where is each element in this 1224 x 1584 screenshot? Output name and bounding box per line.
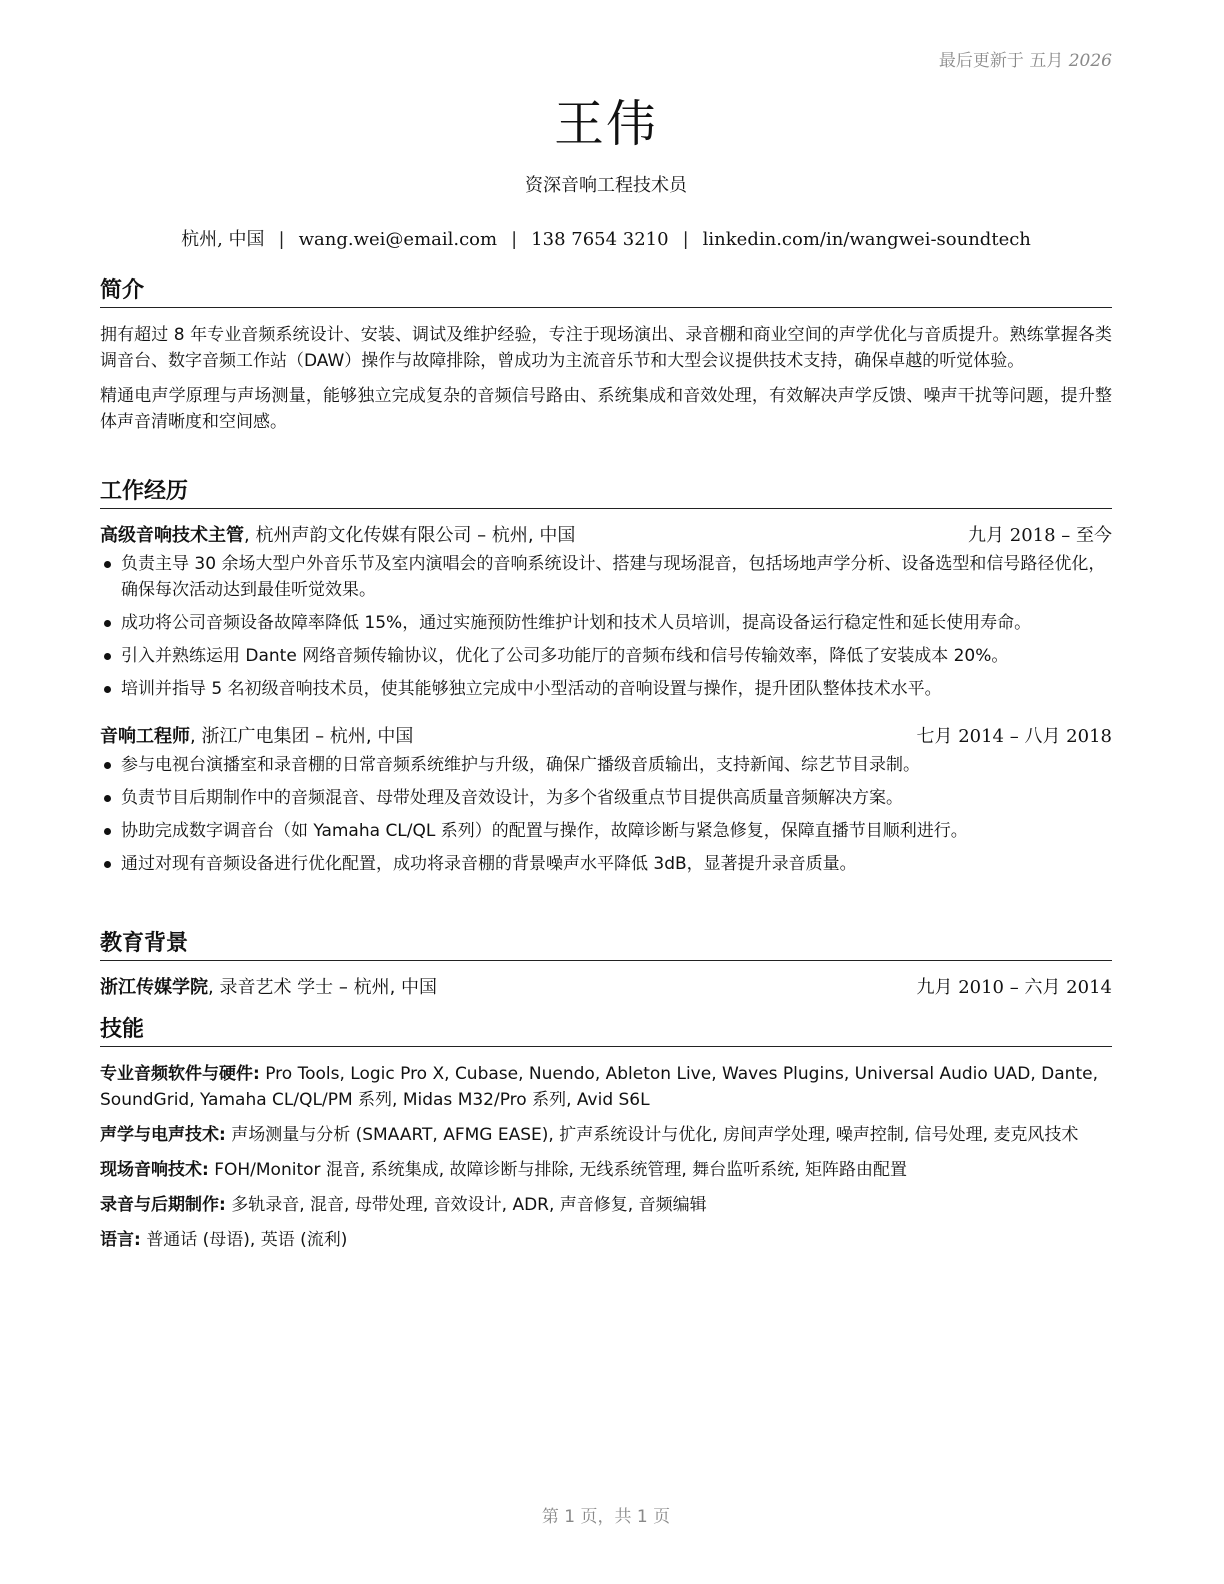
education-school: 浙江传媒学院 <box>100 977 208 998</box>
skill-value: 普通话 (母语), 英语 (流利) <box>140 1230 348 1250</box>
summary-paragraph: 精通电声学原理与声场测量，能够独立完成复杂的音频信号路由、系统集成和音效处理，有效解决声学反馈、噪声干扰等问题，提升整体声音清晰度和空间感。 <box>100 386 1112 432</box>
skill-label: 录音与后期制作: <box>100 1195 226 1215</box>
skill-label: 现场音响技术: <box>100 1160 209 1180</box>
skill-value: 声场测量与分析 (SMAART, AFMG EASE), 扩声系统设计与优化, 房间声学处理, 噪声控制, 信号处理, 麦克风技术 <box>225 1125 1079 1145</box>
education-heading: 教育背景 <box>100 930 1112 961</box>
skill-row <box>100 1061 1112 1113</box>
education-detail: , 录音艺术 学士 – 杭州, 中国 <box>208 977 438 998</box>
summary-heading: 简介 <box>100 277 1112 308</box>
contact-email[interactable]: wang.wei@email.com <box>298 229 498 250</box>
skills-heading: 技能 <box>100 1016 1112 1047</box>
skill-value: 多轨录音, 混音, 母带处理, 音效设计, ADR, 声音修复, 音频编辑 <box>225 1195 707 1215</box>
candidate-title: 资深音响工程技术员 <box>525 175 687 196</box>
job-dates: 九月 2018 – 至今 <box>968 525 1112 546</box>
job-org: , 浙江广电集团 – 杭州, 中国 <box>190 726 414 747</box>
skill-value: FOH/Monitor 混音, 系统集成, 故障诊断与排除, 无线系统管理, 舞台监听系统, 矩阵路由配置 <box>208 1160 907 1180</box>
contact-location: 杭州, 中国 <box>181 229 265 250</box>
skill-row <box>100 1122 1112 1148</box>
experience-heading: 工作经历 <box>100 478 1112 509</box>
job-role: 高级音响技术主管 <box>100 525 244 546</box>
last-updated-label: 最后更新于 五月 <box>938 51 1064 71</box>
job-bullets <box>100 752 1112 877</box>
contact-line <box>100 225 1112 251</box>
skill-label: 专业音频软件与硬件: <box>100 1064 260 1084</box>
education-dates: 九月 2010 – 六月 2014 <box>916 977 1112 998</box>
contact-separator: | <box>278 229 285 250</box>
candidate-name: 王伟 <box>554 95 658 153</box>
list-item: 成功将公司音频设备故障率降低 15%，通过实施预防性维护计划和技术人员培训，提高设备运行稳定性和延长使用寿命。 <box>100 610 1112 636</box>
list-item: 引入并熟练运用 Dante 网络音频传输协议，优化了公司多功能厅的音频布线和信号传输效率，降低了安装成本 20%。 <box>100 643 1112 669</box>
contact-separator: | <box>511 229 518 250</box>
experience-section <box>100 478 1112 877</box>
job-entry <box>100 724 1112 877</box>
list-item: 协助完成数字调音台（如 Yamaha CL/QL 系列）的配置与操作，故障诊断与紧急修复，保障直播节目顺利进行。 <box>100 818 1112 844</box>
resume-page <box>100 0 1112 1584</box>
skill-row <box>100 1192 1112 1218</box>
skill-row <box>100 1157 1112 1183</box>
list-item: 通过对现有音频设备进行优化配置，成功将录音棚的背景噪声水平降低 3dB，显著提升录音质量。 <box>100 851 1112 877</box>
list-item: 培训并指导 5 名初级音响技术员，使其能够独立完成中小型活动的音响设置与操作，提升团队整体技术水平。 <box>100 676 1112 702</box>
skill-label: 声学与电声技术: <box>100 1125 226 1145</box>
job-dates: 七月 2014 – 八月 2018 <box>916 726 1112 747</box>
job-org: , 杭州声韵文化传媒有限公司 – 杭州, 中国 <box>244 525 576 546</box>
skill-value: Pro Tools, Logic Pro X, Cubase, Nuendo, Ableton Live, Waves Plugins, Universal Audio UAD, Dante, SoundGrid, Yamaha CL/QL/PM 系列, Midas M32/Pro 系列, Avid S6L <box>100 1064 1098 1110</box>
list-item: 参与电视台演播室和录音棚的日常音频系统维护与升级，确保广播级音质输出，支持新闻、综艺节目录制。 <box>100 752 1112 778</box>
education-section <box>100 930 1112 1001</box>
job-role: 音响工程师 <box>100 726 190 747</box>
contact-separator: | <box>682 229 689 250</box>
skills-section <box>100 1016 1112 1262</box>
job-header <box>100 724 1112 750</box>
page-number: 第 1 页，共 1 页 <box>541 1507 671 1527</box>
job-bullets <box>100 551 1112 702</box>
summary-section <box>100 277 1112 435</box>
job-header <box>100 523 1112 549</box>
skill-row <box>100 1227 1112 1253</box>
job-entry <box>100 523 1112 702</box>
education-entry <box>100 975 1112 1001</box>
list-item: 负责主导 30 余场大型户外音乐节及室内演唱会的音响系统设计、搭建与现场混音，包括场地声学分析、设备选型和信号路径优化，确保每次活动达到最佳听觉效果。 <box>100 551 1112 603</box>
skill-label: 语言: <box>100 1230 141 1250</box>
last-updated <box>939 46 1112 71</box>
last-updated-year: 2026 <box>1068 51 1112 71</box>
list-item: 负责节目后期制作中的音频混音、母带处理及音效设计，为多个省级重点节目提供高质量音频解决方案。 <box>100 785 1112 811</box>
contact-phone[interactable]: 138 7654 3210 <box>531 229 669 250</box>
contact-linkedin[interactable]: linkedin.com/in/wangwei-soundtech <box>702 229 1031 250</box>
summary-paragraph: 拥有超过 8 年专业音频系统设计、安装、调试及维护经验，专注于现场演出、录音棚和商业空间的声学优化与音质提升。熟练掌握各类调音台、数字音频工作站（DAW）操作与故障排除，曾成功为主流音乐节和大型会议提供技术支持，确保卓越的听觉体验。 <box>100 325 1112 371</box>
